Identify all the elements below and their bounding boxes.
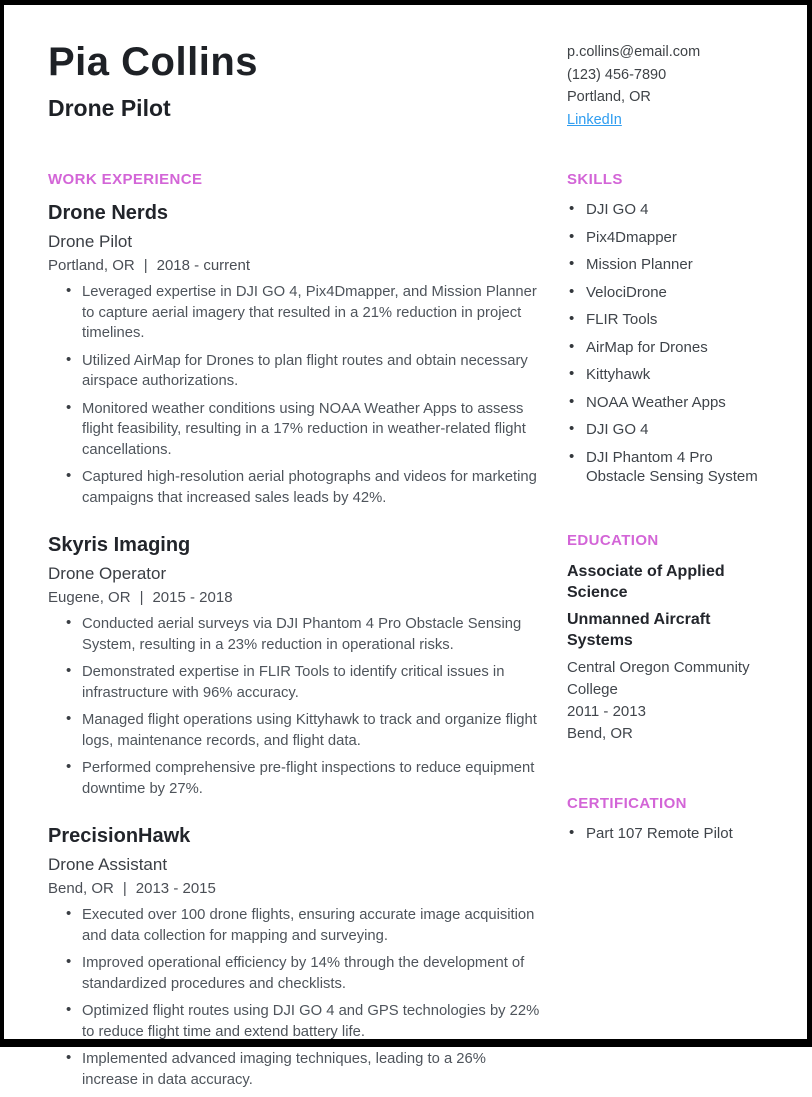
skills-section	[567, 171, 763, 486]
sidebar-column	[567, 171, 763, 1097]
certification-item: • Part 107 Remote Pilot	[569, 824, 763, 843]
skill-item: • Mission Planner	[569, 255, 763, 274]
education-heading: EDUCATION	[567, 531, 659, 549]
job-dates: 2018 - current	[156, 257, 251, 274]
job-company: Drone Nerds	[48, 202, 169, 224]
job-bullet: • Demonstrated expertise in FLIR Tools to identify critical issues in infrastructure with 96% accuracy.	[66, 662, 541, 703]
skill-item: • Kittyhawk	[569, 365, 763, 384]
job-role: Drone Pilot	[48, 232, 133, 251]
certification-list	[567, 824, 763, 843]
job-entry-skyris-imaging	[48, 534, 541, 799]
job-role: Drone Operator	[48, 564, 167, 583]
header	[48, 41, 763, 131]
job-company: Skyris Imaging	[48, 534, 191, 556]
meta-separator: |	[143, 257, 148, 274]
meta-separator: |	[139, 589, 144, 606]
job-bullet: • Leveraged expertise in DJI GO 4, Pix4Dmapper, and Mission Planner to capture aerial imagery that resulted in a 21% reduction in project timelines.	[66, 282, 541, 344]
job-location: Eugene, OR	[48, 589, 131, 606]
job-bullet: • Improved operational efficiency by 14% through the development of standardized procedures and checklists.	[66, 953, 541, 994]
job-bullet-list	[48, 614, 541, 799]
job-location: Bend, OR	[48, 880, 114, 897]
job-bullet-list	[48, 905, 541, 1090]
job-bullet: • Utilized AirMap for Drones to plan flight routes and obtain necessary airspace authorizations.	[66, 351, 541, 392]
work-experience-column	[48, 171, 541, 1097]
job-meta	[48, 589, 541, 606]
certification-heading: CERTIFICATION	[567, 794, 687, 812]
candidate-title: Drone Pilot	[48, 95, 171, 121]
job-dates: 2015 - 2018	[152, 589, 233, 606]
contact-block	[567, 41, 763, 131]
skill-item: • DJI Phantom 4 Pro Obstacle Sensing System	[569, 448, 763, 486]
job-company: PrecisionHawk	[48, 825, 191, 847]
name-block	[48, 41, 258, 122]
content-columns	[48, 171, 763, 1097]
job-bullet: • Executed over 100 drone flights, ensuring accurate image acquisition and data collection for mapping and surveying.	[66, 905, 541, 946]
job-entry-drone-nerds	[48, 202, 541, 508]
contact-location: Portland, OR	[567, 89, 651, 105]
skill-item: • FLIR Tools	[569, 310, 763, 329]
work-experience-heading: WORK EXPERIENCE	[48, 171, 203, 188]
meta-separator: |	[122, 880, 127, 897]
job-meta	[48, 880, 541, 897]
education-degree: Associate of Applied Science	[567, 562, 725, 601]
skill-item: • AirMap for Drones	[569, 338, 763, 357]
job-location: Portland, OR	[48, 257, 135, 274]
skill-item: • NOAA Weather Apps	[569, 393, 763, 412]
skill-item: • DJI GO 4	[569, 200, 763, 219]
job-role: Drone Assistant	[48, 855, 168, 874]
job-bullet: • Conducted aerial surveys via DJI Phantom 4 Pro Obstacle Sensing System, resulting in a 23% reduction in operational risks.	[66, 614, 541, 655]
job-bullet: • Monitored weather conditions using NOAA Weather Apps to assess flight feasibility, resulting in a 17% reduction in weather-related flight cancellations.	[66, 399, 541, 461]
job-dates: 2013 - 2015	[135, 880, 216, 897]
education-field: Unmanned Aircraft Systems	[567, 610, 711, 649]
job-meta	[48, 257, 541, 274]
skill-item: • VelociDrone	[569, 283, 763, 302]
contact-linkedin-row	[567, 109, 763, 132]
job-bullet: • Captured high-resolution aerial photographs and videos for marketing campaigns that increased sales leads by 42%.	[66, 467, 541, 508]
skills-heading: SKILLS	[567, 171, 623, 188]
job-bullet: • Implemented advanced imaging techniques, leading to a 26% increase in data accuracy.	[66, 1049, 541, 1090]
skill-item: • DJI GO 4	[569, 420, 763, 439]
linkedin-link[interactable]: LinkedIn	[567, 111, 622, 128]
job-bullet: • Managed flight operations using Kittyhawk to track and organize flight logs, maintenance records, and flight data.	[66, 710, 541, 751]
job-bullet: • Optimized flight routes using DJI GO 4 and GPS technologies by 22% to reduce flight time and extend battery life.	[66, 1001, 541, 1042]
job-bullet-list	[48, 282, 541, 508]
job-bullet: • Performed comprehensive pre-flight inspections to reduce equipment downtime by 27%.	[66, 758, 541, 799]
job-entry-precisionhawk	[48, 825, 541, 1090]
contact-phone: (123) 456-7890	[567, 66, 667, 83]
skill-item: • Pix4Dmapper	[569, 228, 763, 247]
education-school: Central Oregon Community College	[567, 658, 750, 698]
skills-list	[567, 200, 763, 486]
candidate-name: Pia Collins	[48, 40, 258, 84]
education-section	[567, 532, 763, 745]
contact-email: p.collins@email.com	[567, 44, 701, 60]
certification-section	[567, 795, 763, 843]
education-location: Bend, OR	[567, 724, 633, 742]
education-dates: 2011 - 2013	[567, 702, 646, 720]
